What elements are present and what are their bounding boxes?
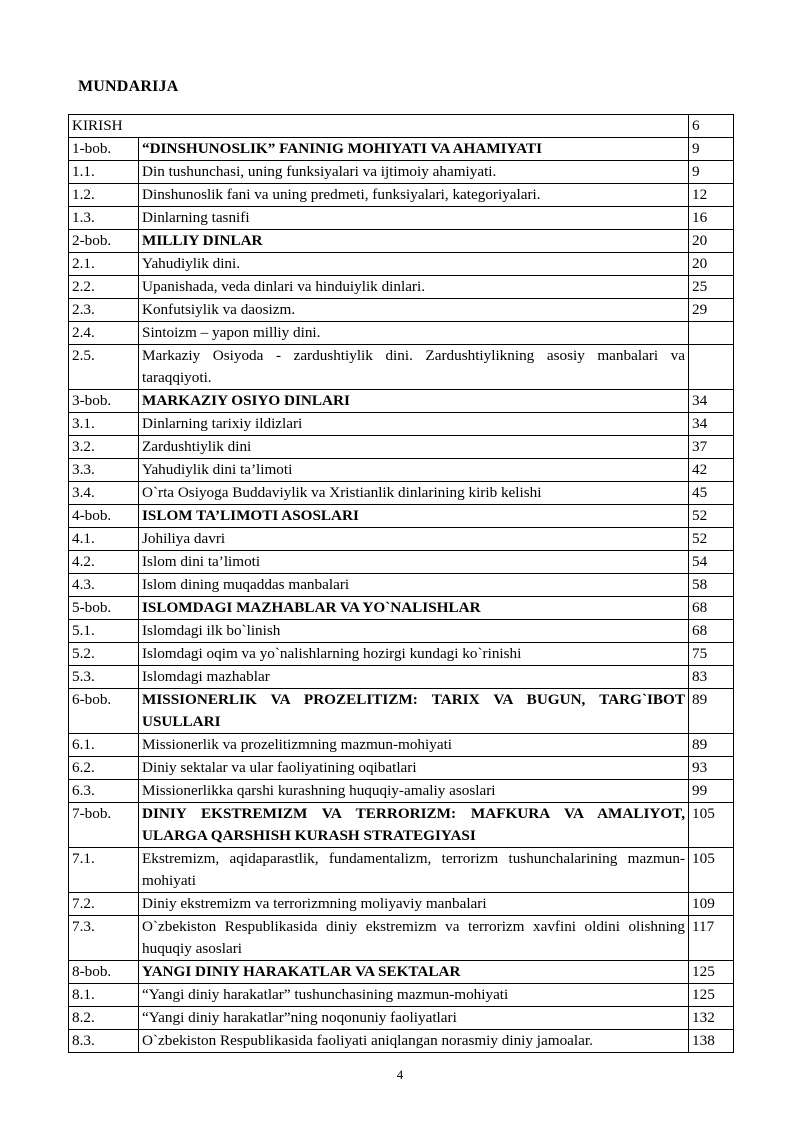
toc-section-title: Dinlarning tasnifi — [139, 207, 689, 230]
toc-section-row — [69, 574, 734, 597]
toc-section-row — [69, 299, 734, 322]
toc-section-title: Islom dining muqaddas manbalari — [139, 574, 689, 597]
toc-section-row — [69, 276, 734, 299]
toc-section-row — [69, 780, 734, 803]
toc-number: 4-bob. — [69, 505, 139, 528]
toc-section-title: Islomdagi ilk bo`linish — [139, 620, 689, 643]
toc-page-number: 89 — [689, 689, 734, 734]
toc-section-title: Islomdagi oqim va yo`nalishlarning hozirgi kundagi ko`rinishi — [139, 643, 689, 666]
toc-page-number: 68 — [689, 597, 734, 620]
toc-number: 6.3. — [69, 780, 139, 803]
toc-number: 5-bob. — [69, 597, 139, 620]
toc-section-row — [69, 666, 734, 689]
toc-section-title: Markaziy Osiyoda - zardushtiylik dini. Zardushtiylikning asosiy manbalari va taraqqiyoti. — [139, 345, 689, 390]
toc-number: 2-bob. — [69, 230, 139, 253]
toc-section-row — [69, 459, 734, 482]
toc-section-title: Ekstremizm, aqidaparastlik, fundamentalizm, terrorizm tushunchalarining mazmun-mohiyati — [139, 848, 689, 893]
toc-section-row — [69, 734, 734, 757]
toc-section-row — [69, 436, 734, 459]
toc-number: 2.4. — [69, 322, 139, 345]
toc-section-title: Johiliya davri — [139, 528, 689, 551]
toc-page-number: 125 — [689, 984, 734, 1007]
toc-page-number: 117 — [689, 916, 734, 961]
toc-page-number: 42 — [689, 459, 734, 482]
toc-number: 8.2. — [69, 1007, 139, 1030]
toc-number: 2.5. — [69, 345, 139, 390]
toc-page-number: 105 — [689, 848, 734, 893]
toc-number: 8-bob. — [69, 961, 139, 984]
toc-number: 7.2. — [69, 893, 139, 916]
toc-page-number: 16 — [689, 207, 734, 230]
toc-section-title: Din tushunchasi, uning funksiyalari va ijtimoiy ahamiyati. — [139, 161, 689, 184]
toc-section-title: Yahudiylik dini. — [139, 253, 689, 276]
toc-chapter-title: YANGI DINIY HARAKATLAR VA SEKTALAR — [139, 961, 689, 984]
toc-section-title: Upanishada, veda dinlari va hinduiylik dinlari. — [139, 276, 689, 299]
toc-section-title: Missionerlik va prozelitizmning mazmun-mohiyati — [139, 734, 689, 757]
toc-section-row — [69, 1007, 734, 1030]
toc-chapter-title: MISSIONERLIK VA PROZELITIZM: TARIX VA BUGUN, TARG`IBOT USULLARI — [139, 689, 689, 734]
toc-section-title: “Yangi diniy harakatlar”ning noqonuniy faoliyatlari — [139, 1007, 689, 1030]
toc-number: 1-bob. — [69, 138, 139, 161]
toc-page-number: 138 — [689, 1030, 734, 1053]
toc-section-row — [69, 207, 734, 230]
toc-section-row — [69, 528, 734, 551]
toc-page-number: 20 — [689, 230, 734, 253]
toc-page-number: 20 — [689, 253, 734, 276]
toc-chapter-row — [69, 138, 734, 161]
toc-chapter-row — [69, 597, 734, 620]
toc-page-number — [689, 345, 734, 390]
toc-chapter-row — [69, 803, 734, 848]
toc-number: 5.1. — [69, 620, 139, 643]
toc-number: 2.3. — [69, 299, 139, 322]
toc-section-title: Dinlarning tarixiy ildizlari — [139, 413, 689, 436]
toc-number: 7-bob. — [69, 803, 139, 848]
toc-section-title: Sintoizm – yapon milliy dini. — [139, 322, 689, 345]
toc-page-number: 125 — [689, 961, 734, 984]
toc-chapter-title: MARKAZIY OSIYO DINLARI — [139, 390, 689, 413]
toc-section-title: Konfutsiylik va daosizm. — [139, 299, 689, 322]
toc-number: 3.4. — [69, 482, 139, 505]
toc-number: 1.2. — [69, 184, 139, 207]
toc-page-number: 45 — [689, 482, 734, 505]
toc-section-row — [69, 551, 734, 574]
toc-section-title: Islomdagi mazhablar — [139, 666, 689, 689]
toc-number: 7.3. — [69, 916, 139, 961]
toc-chapter-title: “DINSHUNOSLIK” FANINIG MOHIYATI VA AHAMIYATI — [139, 138, 689, 161]
toc-page-number: 52 — [689, 528, 734, 551]
toc-section-title: Dinshunoslik fani va uning predmeti, funksiyalari, kategoriyalari. — [139, 184, 689, 207]
toc-chapter-title: MILLIY DINLAR — [139, 230, 689, 253]
toc-page-number: 99 — [689, 780, 734, 803]
toc-chapter-title: ISLOMDAGI MAZHABLAR VA YO`NALISHLAR — [139, 597, 689, 620]
table-of-contents — [68, 114, 734, 1053]
toc-page-number: 89 — [689, 734, 734, 757]
toc-section-row — [69, 984, 734, 1007]
toc-section-title: Diniy sektalar va ular faoliyatining oqibatlari — [139, 757, 689, 780]
toc-page-number: 52 — [689, 505, 734, 528]
toc-row-intro — [69, 115, 734, 138]
toc-page-number: 105 — [689, 803, 734, 848]
toc-number: 6.1. — [69, 734, 139, 757]
toc-page-number: 58 — [689, 574, 734, 597]
toc-chapter-row — [69, 689, 734, 734]
toc-section-row — [69, 1030, 734, 1053]
toc-section-row — [69, 757, 734, 780]
intro-label: KIRISH — [69, 115, 689, 138]
toc-page-number: 29 — [689, 299, 734, 322]
toc-section-row — [69, 184, 734, 207]
page-title: MUNDARIJA — [78, 78, 179, 95]
toc-number: 3.2. — [69, 436, 139, 459]
toc-section-row — [69, 643, 734, 666]
toc-number: 4.3. — [69, 574, 139, 597]
toc-chapter-title: DINIY EKSTREMIZM VA TERRORIZM: MAFKURA VA AMALIYOT, ULARGA QARSHISH KURASH STRATEGIYASI — [139, 803, 689, 848]
toc-section-title: Zardushtiylik dini — [139, 436, 689, 459]
toc-section-row — [69, 161, 734, 184]
toc-section-row — [69, 848, 734, 893]
toc-page-number: 9 — [689, 138, 734, 161]
toc-section-row — [69, 620, 734, 643]
toc-number: 1.3. — [69, 207, 139, 230]
toc-section-row — [69, 413, 734, 436]
toc-number: 8.3. — [69, 1030, 139, 1053]
toc-number: 6-bob. — [69, 689, 139, 734]
toc-chapter-row — [69, 390, 734, 413]
toc-section-title: O`rta Osiyoga Buddaviylik va Xristianlik dinlarining kirib kelishi — [139, 482, 689, 505]
toc-page-number: 93 — [689, 757, 734, 780]
toc-section-row — [69, 322, 734, 345]
toc-chapter-row — [69, 230, 734, 253]
toc-page-number — [689, 322, 734, 345]
toc-section-row — [69, 482, 734, 505]
toc-chapter-row — [69, 961, 734, 984]
toc-page-number: 9 — [689, 161, 734, 184]
toc-number: 3-bob. — [69, 390, 139, 413]
toc-number: 4.1. — [69, 528, 139, 551]
toc-page-number: 68 — [689, 620, 734, 643]
toc-section-title: O`zbekiston Respublikasida faoliyati aniqlangan norasmiy diniy jamoalar. — [139, 1030, 689, 1053]
toc-body — [69, 115, 734, 1053]
toc-chapter-row — [69, 505, 734, 528]
intro-page: 6 — [689, 115, 734, 138]
toc-number: 2.2. — [69, 276, 139, 299]
toc-number: 5.3. — [69, 666, 139, 689]
toc-section-row — [69, 253, 734, 276]
toc-number: 2.1. — [69, 253, 139, 276]
toc-number: 7.1. — [69, 848, 139, 893]
toc-number: 3.3. — [69, 459, 139, 482]
toc-number: 8.1. — [69, 984, 139, 1007]
toc-page-number: 132 — [689, 1007, 734, 1030]
page-number: 4 — [396, 1067, 404, 1082]
toc-section-title: Diniy ekstremizm va terrorizmning moliyaviy manbalari — [139, 893, 689, 916]
toc-number: 4.2. — [69, 551, 139, 574]
toc-page-number: 34 — [689, 413, 734, 436]
toc-number: 6.2. — [69, 757, 139, 780]
toc-page-number: 12 — [689, 184, 734, 207]
toc-page-number: 37 — [689, 436, 734, 459]
toc-page-number: 83 — [689, 666, 734, 689]
toc-number: 3.1. — [69, 413, 139, 436]
toc-section-title: O`zbekiston Respublikasida diniy ekstremizm va terrorizm xavfini oldini olishning huquqiy asoslari — [139, 916, 689, 961]
toc-section-row — [69, 345, 734, 390]
toc-page-number: 109 — [689, 893, 734, 916]
toc-page-number: 25 — [689, 276, 734, 299]
toc-section-row — [69, 893, 734, 916]
toc-section-row — [69, 916, 734, 961]
toc-number: 5.2. — [69, 643, 139, 666]
toc-number: 1.1. — [69, 161, 139, 184]
toc-page-number: 34 — [689, 390, 734, 413]
toc-chapter-title: ISLOM TA’LIMOTI ASOSLARI — [139, 505, 689, 528]
toc-section-title: Islom dini ta’limoti — [139, 551, 689, 574]
toc-section-title: Missionerlikka qarshi kurashning huquqiy-amaliy asoslari — [139, 780, 689, 803]
toc-section-title: Yahudiylik dini ta’limoti — [139, 459, 689, 482]
toc-page-number: 54 — [689, 551, 734, 574]
toc-section-title: “Yangi diniy harakatlar” tushunchasining mazmun-mohiyati — [139, 984, 689, 1007]
toc-page-number: 75 — [689, 643, 734, 666]
